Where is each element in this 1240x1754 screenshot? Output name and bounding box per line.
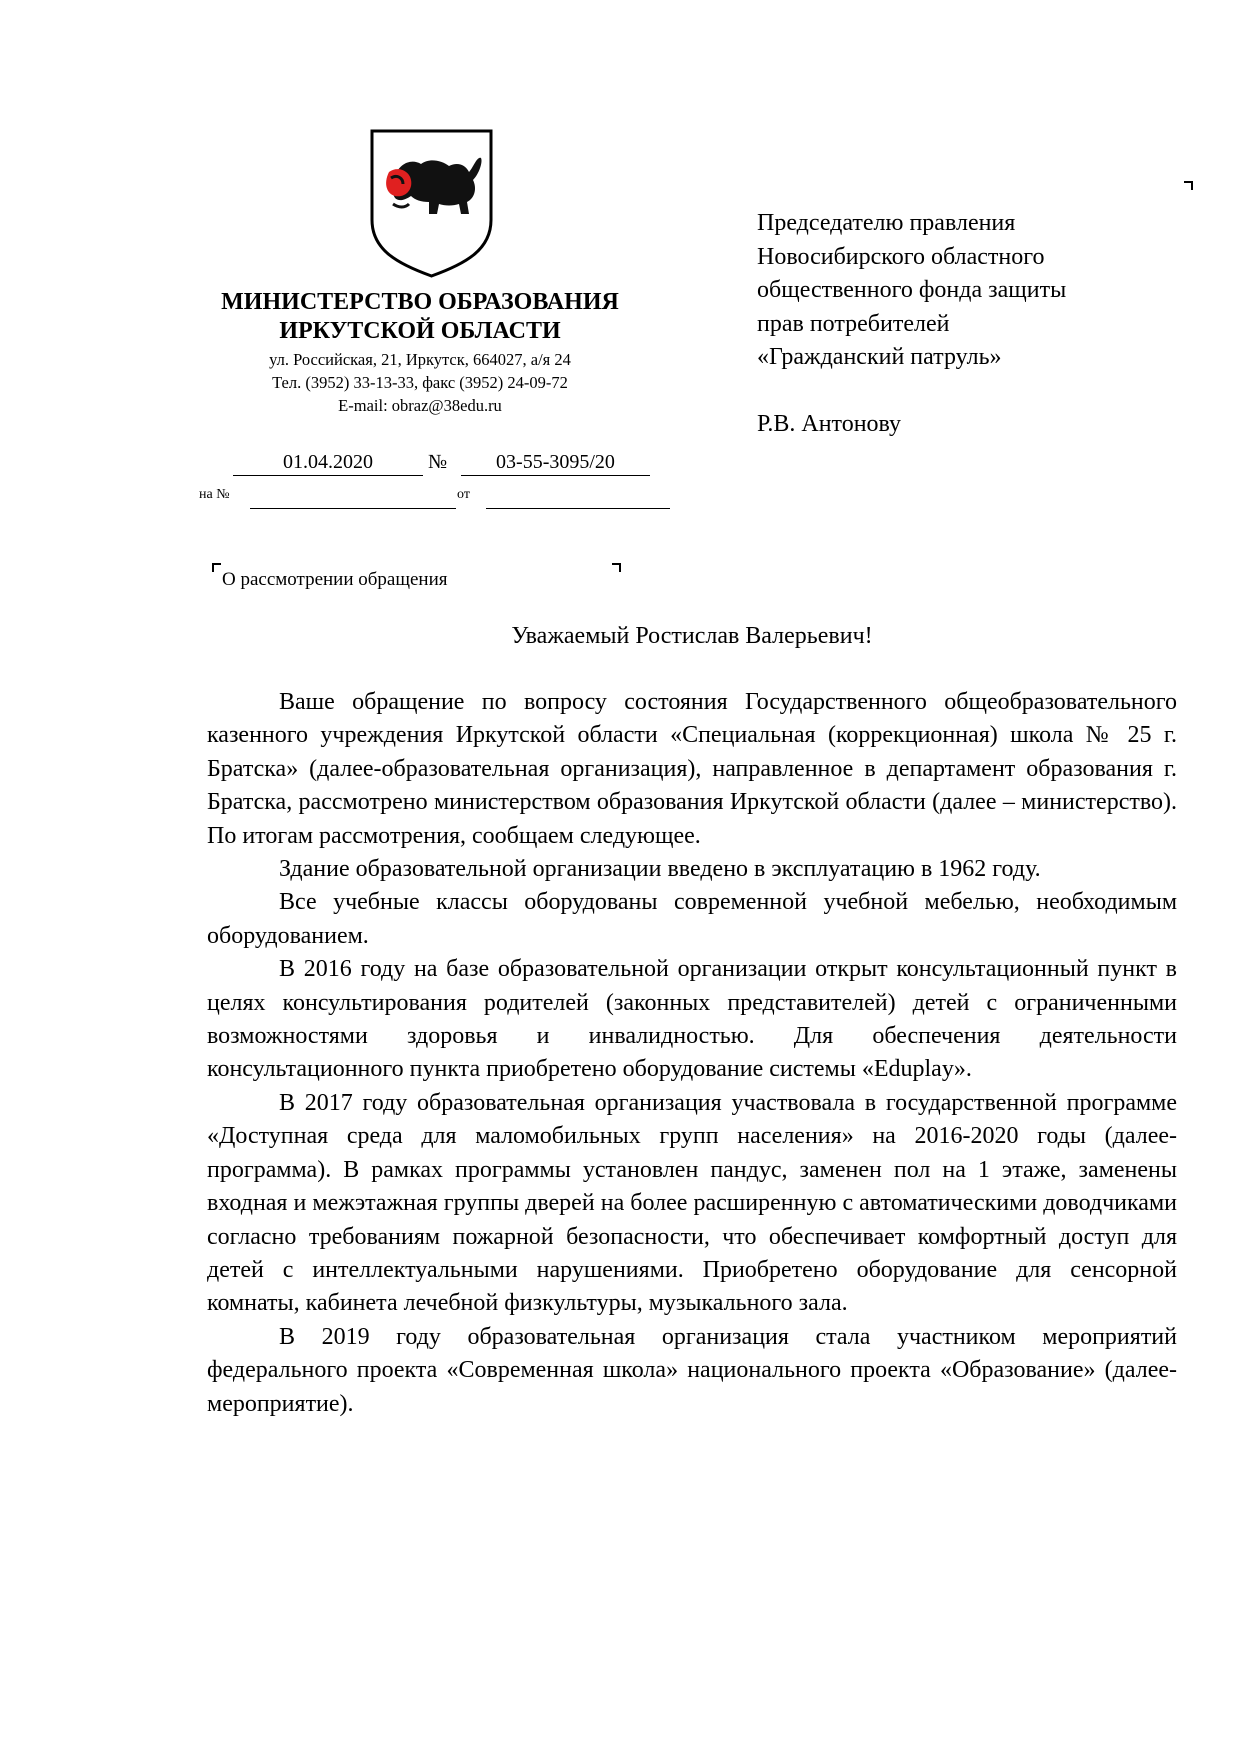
addressee-line: прав потребителей [757, 310, 950, 337]
addressee-line: Новосибирского областного [757, 243, 1045, 270]
salutation: Уважаемый Ростислав Валерьевич! [511, 623, 873, 649]
body-paragraph: Здание образовательной организации введено в эксплуатацию в 1962 году. [279, 856, 1041, 883]
ministry-address: ул. Российская, 21, Иркутск, 664027, а/я 24 [269, 350, 571, 369]
margin-corner-mark [1184, 181, 1193, 190]
addressee-line: «Гражданский патруль» [757, 344, 1002, 370]
irkutsk-coat-of-arms-icon [369, 128, 494, 278]
document-date: 01.04.2020 [233, 449, 423, 476]
reference-number-field [250, 508, 456, 509]
subject-corner-top-right [612, 563, 621, 572]
ministry-name [200, 288, 640, 346]
subject-corner-top-left [212, 563, 221, 572]
body-paragraph: В 2017 году образовательная организация участвовала в государственной программе «Доступная среда для маломобильных групп населения» на 2016-2020 годы (далее-программа). В рамках программы установлен пандус, заменен пол на 1 этаже, заменены входная и межэтажная группы дверей на более расширенную с автоматическими доводчиками согласно требованиям пожарной безопасности, что обеспечивает комфортный доступ для детей с интеллектуальными нарушениями. Приобретено оборудование для сенсорной комнаты, кабинета лечебной физкультуры, музыкального зала. [207, 1089, 1177, 1317]
ministry-email: E-mail: obraz@38edu.ru [338, 396, 502, 415]
body-paragraph: Ваше обращение по вопросу состояния Государственного общеобразовательного казенного учреждения Иркутской области «Специальная (коррекционная) школа № 25 г. Братска» (далее-образовательная организация), направленное в департамент образования г. Братска, рассмотрено министерством образования Иркутской области (далее – министерство). По итогам рассмотрения, сообщаем следующее. [207, 689, 1177, 849]
ministry-phone: Тел. (3952) 33-13-33, факс (3952) 24-09-72 [272, 373, 568, 392]
body-paragraph: В 2019 году образовательная организация стала участником мероприятий федерального проекта «Современная школа» национального проекта «Образование» (далее-мероприятие). [207, 1323, 1177, 1417]
document-number: 03-55-3095/20 [461, 449, 650, 476]
reference-date-field [486, 508, 670, 509]
letter-body [207, 686, 1177, 1421]
letter-subject: О рассмотрении обращения [222, 569, 448, 590]
addressee-name: Р.В. Антонову [757, 410, 902, 437]
reference-number-label: на № [199, 487, 230, 502]
coat-of-arms-emblem [369, 128, 494, 278]
reference-date-label: от [457, 487, 470, 502]
ministry-contacts [200, 348, 640, 417]
ministry-name-line2: ИРКУТСКОЙ ОБЛАСТИ [279, 318, 561, 344]
addressee-line: Председателю правления [757, 210, 1016, 236]
ministry-name-line1: МИНИСТЕРСТВО ОБРАЗОВАНИЯ [221, 289, 619, 315]
body-paragraph: Все учебные классы оборудованы современной учебной мебелью, необходимым оборудованием. [207, 889, 1177, 949]
body-paragraph: В 2016 году на базе образовательной организации открыт консультационный пункт в целях консультирования родителей (законных представителей) детей с ограниченными возможностями здоровья и инвалидностью. Для обеспечения деятельности консультационного пункта приобретено оборудование системы «Eduplay». [207, 956, 1177, 1083]
addressee-block [757, 207, 1177, 441]
addressee-line: общественного фонда защиты [757, 277, 1067, 303]
document-number-label: № [428, 451, 448, 473]
